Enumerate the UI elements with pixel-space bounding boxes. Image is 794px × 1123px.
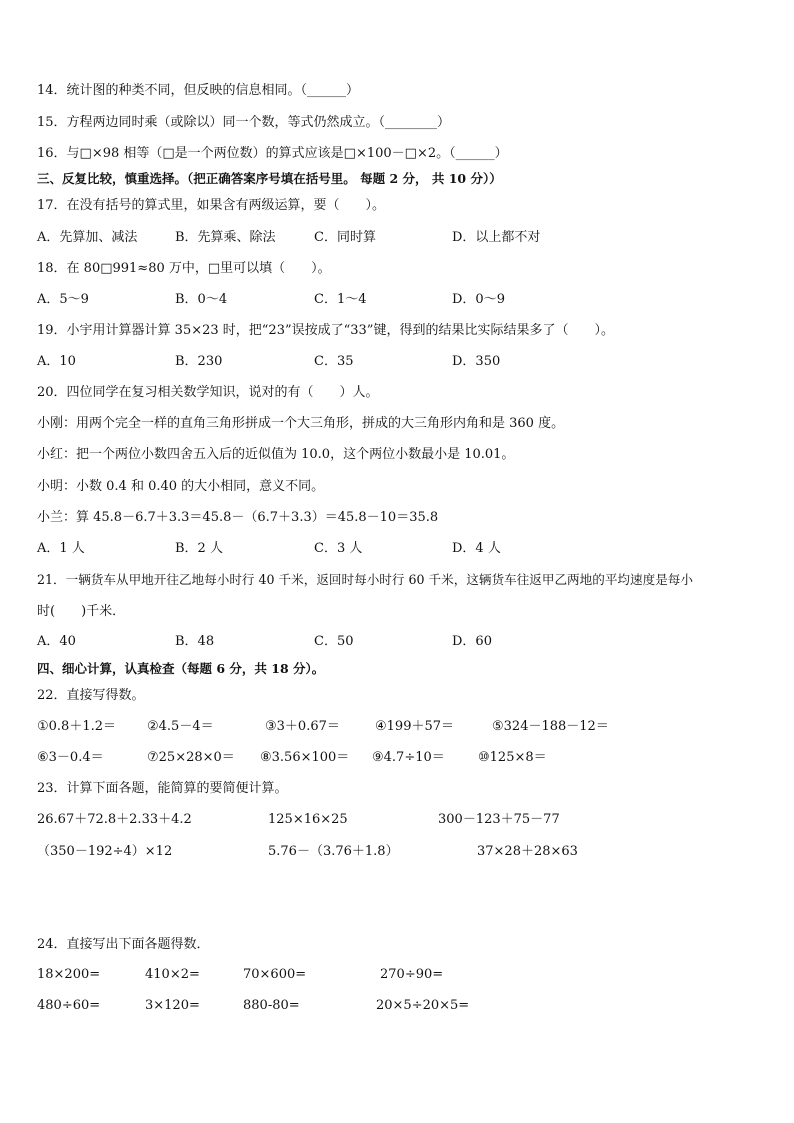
question-14: 14．统计图的种类不同，但反映的信息相同。（______） <box>37 83 360 98</box>
question-21-option-c: C．50 <box>314 634 354 649</box>
question-20-option-d: D．4 人 <box>452 541 501 556</box>
question-20-stem: 20．四位同学在复习相关数学知识，说对的有（ ）人。 <box>37 385 379 400</box>
question-20-option-c: C．3 人 <box>314 541 363 556</box>
q22-item-5: ⑤324－188－12＝ <box>492 719 609 734</box>
question-15: 15．方程两边同时乘（或除以）同一个数，等式仍然成立。（________） <box>37 115 451 130</box>
question-21-option-b: B．48 <box>175 634 215 649</box>
question-19-stem: 19．小宇用计算器计算 35×23 时，把“23”误按成了“33”键，得到的结果比实际结果多了（ ）。 <box>37 323 614 338</box>
question-17-option-b: B．先算乘、除法 <box>175 230 276 245</box>
q24-item-7: 880-80= <box>243 998 300 1013</box>
q22-item-8: ⑧3.56×100＝ <box>260 750 350 765</box>
question-17-stem: 17．在没有括号的算式里，如果含有两级运算，要（ ）。 <box>37 198 386 213</box>
q24-item-4: 270÷90= <box>380 967 444 982</box>
question-18-option-a: A．5～9 <box>37 292 89 307</box>
question-18-stem: 18．在 80□991≈80 万中，□里可以填（ ）。 <box>37 261 331 276</box>
q23-item-4: （350－192÷4）×12 <box>37 844 173 859</box>
q23-item-3: 300－123＋75－77 <box>438 812 560 827</box>
q22-item-3: ③3＋0.67＝ <box>265 719 340 734</box>
question-18-option-c: C．1～4 <box>314 292 367 307</box>
q22-item-2: ②4.5－4＝ <box>147 719 214 734</box>
question-19-option-a: A．10 <box>37 354 76 369</box>
question-20-statement-3: 小明：小数 0.4 和 0.40 的大小相同，意义不同。 <box>37 479 325 494</box>
q24-item-5: 480÷60= <box>37 998 101 1013</box>
q24-item-2: 410×2= <box>145 967 200 982</box>
question-21-stem-line-2: 时( )千米． <box>37 604 126 619</box>
q22-item-10: ⑩125×8＝ <box>478 750 547 765</box>
q22-item-1: ①0.8＋1.2＝ <box>37 719 117 734</box>
question-22-stem: 22．直接写得数。 <box>37 688 145 703</box>
question-21-option-d: D．60 <box>452 634 492 649</box>
question-23-stem: 23．计算下面各题，能简算的要简便计算。 <box>37 781 288 796</box>
q24-item-6: 3×120= <box>145 998 200 1013</box>
q24-item-3: 70×600= <box>243 967 307 982</box>
q23-item-2: 125×16×25 <box>268 812 348 827</box>
question-20-statement-4: 小兰：算 45.8－6.7＋3.3＝45.8－（6.7＋3.3）＝45.8－10＝35.8 <box>37 510 439 525</box>
question-17-option-d: D．以上都不对 <box>452 230 541 245</box>
question-17-option-a: A．先算加、减法 <box>37 230 138 245</box>
question-20-statement-2: 小红：把一个两位小数四舍五入后的近似值为 10.0，这个两位小数最小是 10.01。 <box>37 447 515 462</box>
question-21-stem-line-1: 21．一辆货车从甲地开往乙地每小时行 40 千米，返回时每小时行 60 千米，这辆货车往返甲乙两地的平均速度是每小 <box>37 572 693 587</box>
question-24-stem: 24．直接写出下面各题得数． <box>37 937 210 952</box>
q23-item-6: 37×28＋28×63 <box>477 844 578 859</box>
q24-item-1: 18×200= <box>37 967 101 982</box>
question-20-statement-1: 小刚：用两个完全一样的直角三角形拼成一个大三角形，拼成的大三角形内角和是 360 度。 <box>37 416 565 431</box>
question-17-option-c: C．同时算 <box>314 230 376 245</box>
q24-item-8: 20×5÷20×5= <box>376 998 470 1013</box>
question-18-option-b: B．0～4 <box>175 292 228 307</box>
q22-item-4: ④199＋57＝ <box>375 719 455 734</box>
question-20-option-a: A．1 人 <box>37 541 85 556</box>
question-19-option-c: C．35 <box>314 354 354 369</box>
question-19-option-b: B．230 <box>175 354 223 369</box>
q23-item-5: 5.76－（3.76＋1.8） <box>268 844 399 859</box>
section-3-heading: 三、反复比较，慎重选择。（把正确答案序号填在括号里。 每题 2 分， 共 10 分）） <box>37 171 502 186</box>
q23-item-1: 26.67＋72.8＋2.33＋4.2 <box>37 812 192 827</box>
question-16: 16．与□×98 相等（□是一个两位数）的算式应该是□×100－□×2。（______） <box>37 146 508 161</box>
question-19-option-d: D．350 <box>452 354 501 369</box>
q22-item-7: ⑦25×28×0＝ <box>147 750 235 765</box>
question-20-option-b: B．2 人 <box>175 541 223 556</box>
q22-item-6: ⑥3－0.4＝ <box>37 750 104 765</box>
question-18-option-d: D．0～9 <box>452 292 505 307</box>
section-4-heading: 四、细心计算，认真检查（每题 6 分，共 18 分）。 <box>37 661 325 676</box>
question-21-option-a: A．40 <box>37 634 76 649</box>
q22-item-9: ⑨4.7÷10＝ <box>372 750 445 765</box>
